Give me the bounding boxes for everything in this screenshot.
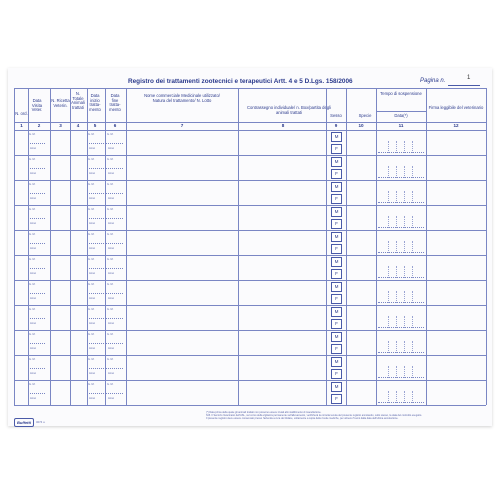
date-divider: [106, 368, 123, 369]
date-year-end[interactable]: Anno: [108, 222, 115, 225]
date-year-end[interactable]: Anno: [108, 322, 115, 325]
date-field-start[interactable]: G. M.: [88, 383, 95, 386]
date-field-visit[interactable]: G. M.: [29, 283, 36, 286]
col-number-9: 9: [334, 123, 338, 128]
header-tempo-sospensione: Tempo di sospensione: [380, 91, 422, 96]
row-rule: [14, 205, 486, 206]
date-year-visit[interactable]: Anno: [30, 172, 37, 175]
date-field-visit[interactable]: G. M.: [29, 233, 36, 236]
suspension-date-baseline: [378, 227, 424, 228]
footnotes: [206, 411, 486, 420]
column-rule-9: [346, 88, 347, 405]
date-divider: [87, 218, 104, 219]
date-year-start[interactable]: Anno: [89, 372, 96, 375]
suspension-date-baseline: [378, 377, 424, 378]
date-year-end[interactable]: Anno: [108, 347, 115, 350]
date-field-visit[interactable]: G. M.: [29, 383, 36, 386]
date-field-end[interactable]: G. M.: [107, 258, 114, 261]
date-year-end[interactable]: Anno: [108, 147, 115, 150]
date-year-visit[interactable]: Anno: [30, 322, 37, 325]
date-divider: [87, 318, 104, 319]
sex-male-checkbox[interactable]: M: [331, 207, 342, 217]
footnote-suspension: (*) Data prima della quale gli animali trattati non possono essere inviati allo stabilimento di macellazione.: [206, 411, 322, 414]
date-year-end[interactable]: Anno: [108, 247, 115, 250]
date-divider: [87, 343, 104, 344]
header-n-ord: N. ord.: [15, 111, 28, 116]
date-field-end[interactable]: G. M.: [107, 208, 114, 211]
date-year-start[interactable]: Anno: [89, 272, 96, 275]
col-number-1: 1: [20, 123, 23, 128]
date-year-start[interactable]: Anno: [89, 222, 96, 225]
page-number-line: [448, 85, 480, 86]
header-ricetta: N. Ricetta Veterin.: [51, 98, 70, 108]
header-sesso: Sesso: [330, 113, 342, 118]
col-number-10: 10: [358, 123, 364, 128]
date-field-visit[interactable]: G. M.: [29, 358, 36, 361]
date-divider: [106, 393, 123, 394]
sex-female-checkbox[interactable]: F: [331, 244, 342, 254]
header-medicinale: Nome commerciale Medicinale utilizzato/ Natura del trattamento/ N. Lotto: [144, 93, 220, 103]
date-divider: [28, 268, 45, 269]
row-rule: [14, 255, 486, 256]
date-year-start[interactable]: Anno: [89, 172, 96, 175]
header-data-visita: Data Visita Veter.: [31, 98, 43, 113]
date-field-start[interactable]: G. M.: [88, 358, 95, 361]
row-rule: [14, 280, 486, 281]
column-rule-2: [50, 88, 51, 405]
date-divider: [87, 243, 104, 244]
date-year-start[interactable]: Anno: [89, 297, 96, 300]
column-rule-12: [486, 88, 487, 405]
date-year-end[interactable]: Anno: [108, 397, 115, 400]
date-field-end[interactable]: G. M.: [107, 183, 114, 186]
sex-male-checkbox[interactable]: M: [331, 282, 342, 292]
footnote-retention: Il presente registro deve essere conservato presso l'azienda a cura del titolare, unitamente a copia delle ricette mediche, per almeno 5 anni dalla data dell'ultima annotazione.: [206, 417, 399, 421]
numbers-bottom-rule: [14, 130, 486, 131]
date-field-visit[interactable]: G. M.: [29, 208, 36, 211]
date-divider: [87, 368, 104, 369]
header-bottom-rule: [14, 122, 486, 123]
sex-female-checkbox[interactable]: F: [331, 219, 342, 229]
sex-female-checkbox[interactable]: F: [331, 169, 342, 179]
date-divider: [28, 218, 45, 219]
sex-female-checkbox[interactable]: F: [331, 144, 342, 154]
suspension-date-baseline: [378, 352, 424, 353]
row-rule: [14, 305, 486, 306]
col-number-5: 5: [93, 123, 97, 128]
date-divider: [28, 368, 45, 369]
col-number-7: 7: [180, 123, 184, 128]
date-year-visit[interactable]: Anno: [30, 247, 37, 250]
sex-female-checkbox[interactable]: F: [331, 269, 342, 279]
date-field-visit[interactable]: G. M.: [29, 258, 36, 261]
column-rule-10: [376, 88, 377, 405]
header-totale-animali: N. Totale Animali trattati: [71, 91, 85, 110]
sex-female-checkbox[interactable]: F: [331, 319, 342, 329]
suspension-date-baseline: [378, 177, 424, 178]
date-field-start[interactable]: G. M.: [88, 283, 95, 286]
date-year-start[interactable]: Anno: [89, 347, 96, 350]
suspension-date-baseline: [378, 152, 424, 153]
column-rule-8: [326, 88, 327, 405]
row-rule: [14, 355, 486, 356]
page-number[interactable]: 1: [467, 75, 471, 81]
date-field-start[interactable]: G. M.: [88, 333, 95, 336]
date-year-start[interactable]: Anno: [89, 322, 96, 325]
date-field-start[interactable]: G. M.: [88, 308, 95, 311]
col-number-3: 3: [59, 123, 62, 128]
date-divider: [106, 268, 123, 269]
register-title: Registro dei trattamenti zootecnici e terapeutici Artt. 4 e 5 D.Lgs. 158/2006: [128, 78, 353, 85]
col-number-4: 4: [76, 123, 80, 128]
date-year-visit[interactable]: Anno: [30, 372, 37, 375]
suspension-date-baseline: [378, 327, 424, 328]
date-field-end[interactable]: G. M.: [107, 358, 114, 361]
row-rule: [14, 230, 486, 231]
date-year-visit[interactable]: Anno: [30, 222, 37, 225]
sex-female-checkbox[interactable]: F: [331, 394, 342, 404]
column-rule-7: [238, 88, 239, 405]
date-divider: [106, 343, 123, 344]
date-field-visit[interactable]: G. M.: [29, 183, 36, 186]
date-field-end[interactable]: G. M.: [107, 133, 114, 136]
date-year-visit[interactable]: Anno: [30, 347, 37, 350]
date-divider: [87, 168, 104, 169]
sex-male-checkbox[interactable]: M: [331, 307, 342, 317]
date-divider: [28, 193, 45, 194]
date-year-visit[interactable]: Anno: [30, 297, 37, 300]
date-divider: [106, 168, 123, 169]
col-number-12: 12: [453, 123, 459, 128]
row-rule: [14, 330, 486, 331]
date-divider: [28, 393, 45, 394]
date-field-visit[interactable]: G. M.: [29, 308, 36, 311]
date-divider: [106, 318, 123, 319]
date-divider: [28, 243, 45, 244]
sex-male-checkbox[interactable]: M: [331, 332, 342, 342]
suspension-date-baseline: [378, 202, 424, 203]
suspension-date-baseline: [378, 252, 424, 253]
sex-female-checkbox[interactable]: F: [331, 344, 342, 354]
date-field-end[interactable]: G. M.: [107, 308, 114, 311]
date-divider: [28, 318, 45, 319]
date-year-visit[interactable]: Anno: [30, 272, 37, 275]
suspension-date-baseline: [378, 302, 424, 303]
date-divider: [28, 168, 45, 169]
sospensione-subrule: [376, 111, 426, 112]
date-year-visit[interactable]: Anno: [30, 397, 37, 400]
date-field-start[interactable]: G. M.: [88, 208, 95, 211]
date-year-visit[interactable]: Anno: [30, 197, 37, 200]
date-divider: [28, 343, 45, 344]
date-divider: [28, 293, 45, 294]
column-rule-3: [70, 88, 71, 405]
date-year-end[interactable]: Anno: [108, 297, 115, 300]
date-field-start[interactable]: G. M.: [88, 233, 95, 236]
sex-male-checkbox[interactable]: M: [331, 157, 342, 167]
date-divider: [106, 293, 123, 294]
date-year-end[interactable]: Anno: [108, 272, 115, 275]
date-divider: [87, 143, 104, 144]
header-specie: Specie: [358, 113, 372, 118]
date-field-end[interactable]: G. M.: [107, 158, 114, 161]
column-rule-0: [14, 88, 15, 405]
publisher-logo: Buffetti: [14, 418, 34, 427]
footnote-asl-check: N.B. Il Servizio Veterinario dell'ASL, nel corso della vigilanza permanente sull'allevamento, verificherà la corretta tenuta del presente registro annotando, sullo stesso, la data del controllo eseguito.: [206, 414, 422, 418]
sex-male-checkbox[interactable]: M: [331, 382, 342, 392]
col-number-11: 11: [398, 123, 404, 128]
date-year-end[interactable]: Anno: [108, 197, 115, 200]
date-field-visit[interactable]: G. M.: [29, 333, 36, 336]
date-field-start[interactable]: G. M.: [88, 258, 95, 261]
sex-male-checkbox[interactable]: M: [331, 232, 342, 242]
col-number-8: 8: [281, 123, 285, 128]
header-sospensione-data: Data(*): [394, 113, 408, 118]
date-field-start[interactable]: G. M.: [88, 158, 95, 161]
date-field-end[interactable]: G. M.: [107, 233, 114, 236]
form-code: 3274 u.: [36, 420, 46, 424]
sex-female-checkbox[interactable]: F: [331, 294, 342, 304]
sex-female-checkbox[interactable]: F: [331, 194, 342, 204]
date-year-visit[interactable]: Anno: [30, 147, 37, 150]
date-field-end[interactable]: G. M.: [107, 333, 114, 336]
date-divider: [87, 293, 104, 294]
column-rule-6: [126, 88, 127, 405]
grid-bottom-rule: [14, 405, 486, 406]
sex-male-checkbox[interactable]: M: [331, 257, 342, 267]
suspension-date-baseline: [378, 402, 424, 403]
date-year-start[interactable]: Anno: [89, 247, 96, 250]
date-divider: [87, 193, 104, 194]
sex-male-checkbox[interactable]: M: [331, 182, 342, 192]
sex-male-checkbox[interactable]: M: [331, 132, 342, 142]
header-data-inizio: Data inizio tratta-mento: [89, 93, 101, 112]
date-field-start[interactable]: G. M.: [88, 183, 95, 186]
date-divider: [87, 393, 104, 394]
date-divider: [106, 143, 123, 144]
date-field-visit[interactable]: G. M.: [29, 133, 36, 136]
col-number-2: 2: [37, 123, 41, 128]
date-divider: [106, 218, 123, 219]
date-divider: [106, 193, 123, 194]
date-year-end[interactable]: Anno: [108, 372, 115, 375]
date-divider: [87, 268, 104, 269]
date-field-end[interactable]: G. M.: [107, 283, 114, 286]
header-data-fine: Data fine tratta-mento: [109, 93, 121, 112]
row-rule: [14, 380, 486, 381]
page-label: Pagina n.: [420, 78, 446, 84]
sex-male-checkbox[interactable]: M: [331, 357, 342, 367]
grid-top-rule: [14, 88, 486, 89]
header-contrassegno: Contrassegno individuale/ n. Box/partita degli animali trattati: [246, 105, 332, 115]
date-year-start[interactable]: Anno: [89, 397, 96, 400]
header-firma: Firma leggibile del veterinario: [428, 105, 484, 110]
suspension-date-baseline: [378, 277, 424, 278]
column-rule-11: [426, 88, 427, 405]
date-year-end[interactable]: Anno: [108, 172, 115, 175]
col-number-6: 6: [113, 123, 117, 128]
date-year-start[interactable]: Anno: [89, 147, 96, 150]
date-field-start[interactable]: G. M.: [88, 133, 95, 136]
date-field-visit[interactable]: G. M.: [29, 158, 36, 161]
row-rule: [14, 180, 486, 181]
row-rule: [14, 155, 486, 156]
date-divider: [106, 243, 123, 244]
column-rule-5: [105, 88, 106, 405]
sex-female-checkbox[interactable]: F: [331, 369, 342, 379]
date-year-start[interactable]: Anno: [89, 197, 96, 200]
date-divider: [28, 143, 45, 144]
date-field-end[interactable]: G. M.: [107, 383, 114, 386]
